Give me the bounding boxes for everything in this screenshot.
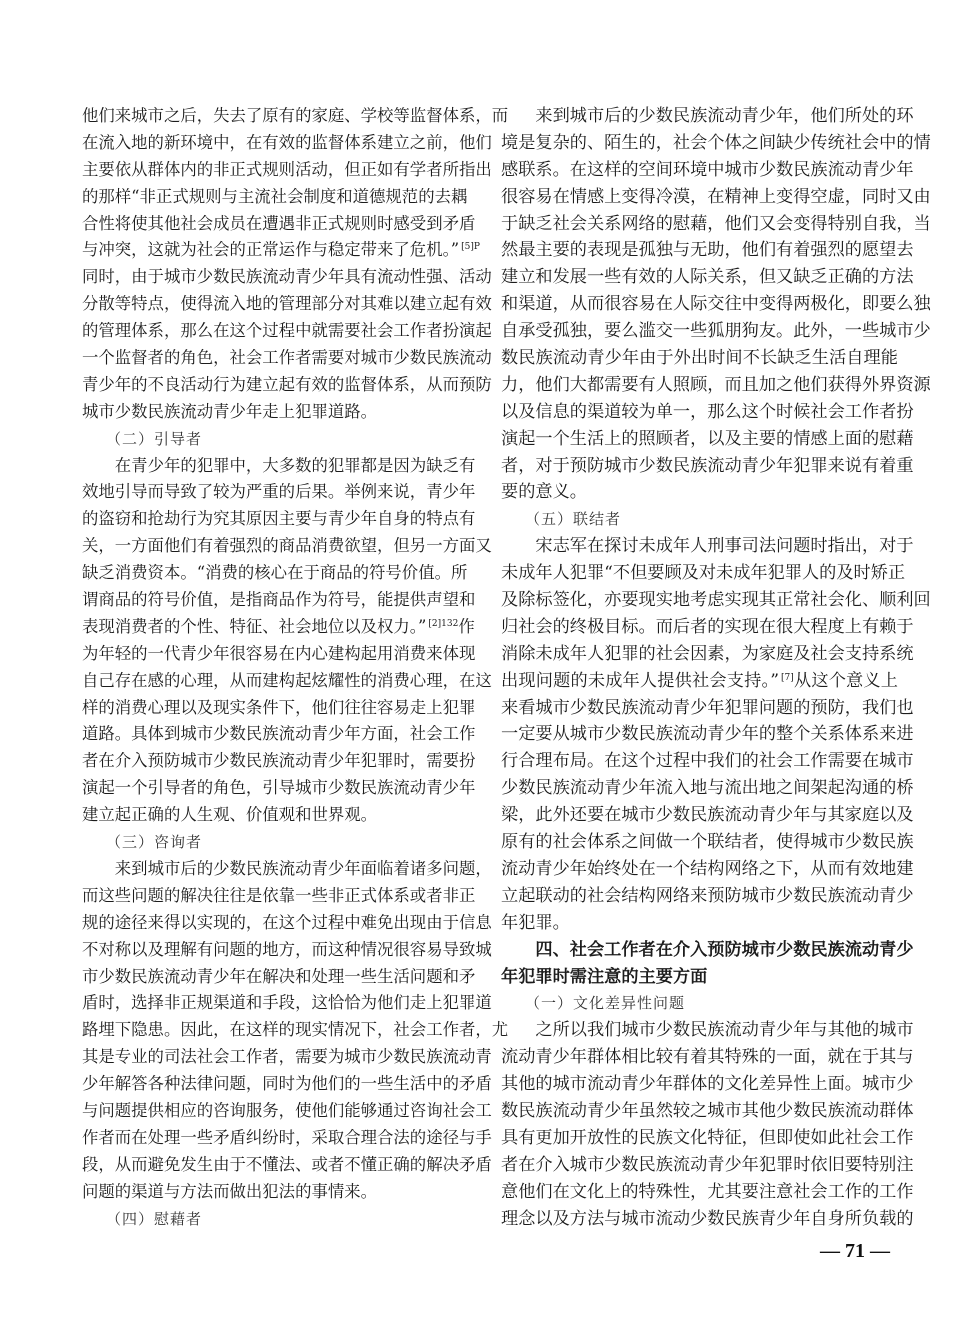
line-text: （五）联结者: [525, 510, 622, 529]
line-text: （二）引导者: [106, 429, 203, 448]
line-text: 规的途径来得以实现的，在这个过程中难免出现由于信息: [82, 912, 492, 932]
text-line: [501, 1179, 914, 1206]
line-text: 效地引导而导致了较为严重的后果。举例来说，青少年: [82, 482, 476, 502]
line-text: 年犯罪时需注意的主要方面: [501, 966, 708, 987]
line-text: 者在介入预防城市少数民族流动青少年犯罪时，需要扮: [82, 751, 476, 771]
text-line: [82, 1017, 509, 1044]
text-line: [501, 748, 914, 775]
line-text: 在流入地的新环境中，在有效的监督体系建立之前，他们: [82, 132, 492, 152]
text-line: [501, 291, 931, 318]
text-line: [501, 668, 898, 695]
line-text: 一个监督者的角色，社会工作者需要对城市少数民族流动: [82, 348, 492, 368]
text-line: [82, 399, 455, 426]
text-line: [501, 695, 914, 722]
line-text: 于缺乏社会关系网络的慰藉，他们又会变得特别自我，当: [501, 213, 931, 234]
line-text: 城市少数民族流动青少年走上犯罪道路。: [82, 401, 378, 421]
line-text: 盾时，选择非正规渠道和手段，这恰恰为他们走上犯罪道: [82, 993, 492, 1013]
line-text: 他们来城市之后，失去了原有的家庭、学校等监督体系，而: [82, 106, 509, 125]
text-line: [82, 1152, 492, 1179]
text-line: [501, 856, 914, 883]
line-text: 自承受孤独，要么滥交一些狐朋狗友。此外，一些城市少: [501, 321, 931, 342]
line-text: 要的意义。: [501, 482, 587, 503]
line-text: 合性将使其他社会成员在遭遇非正式规则时感受到矛盾: [82, 213, 476, 233]
text-line: [82, 775, 476, 802]
line-text: 归社会的终极目标。而后者的实现在很大程度上有赖于: [501, 616, 914, 637]
text-line: [82, 211, 476, 238]
text-line: [501, 1044, 914, 1071]
text-line: [501, 453, 914, 480]
line-text: 分散等特点，使得流入地的管理部分对其难以建立起有效: [82, 294, 492, 314]
section-heading-line: [501, 964, 898, 991]
section-heading-line: [501, 506, 898, 533]
line-text: 数民族流动青少年由于外出时间不长缺乏生活自理能: [501, 348, 898, 369]
text-line: [501, 1125, 914, 1152]
line-text: 很容易在情感上变得冷漠，在精神上变得空虚，同时又由: [501, 186, 931, 207]
text-line: [501, 1206, 914, 1233]
text-line: [82, 560, 468, 587]
line-text: 以及信息的渠道较为单一，那么这个时候社会工作者扮: [501, 401, 914, 422]
text-line: [501, 560, 906, 587]
text-line: [501, 641, 914, 668]
line-text: （一）文化差异性问题: [525, 994, 686, 1013]
citation-marker: [5]P: [461, 242, 480, 253]
text-line: [82, 506, 476, 533]
line-text: 市少数民族流动青少年在解决和处理一些生活问题和矛: [82, 966, 476, 986]
text-line: [82, 883, 476, 910]
line-text: 问题的渠道与方法而做出犯法的事情来。: [82, 1181, 378, 1201]
text-line: [82, 1125, 492, 1152]
line-text: 来到城市后的少数民族流动青少年面临着诸多问题，: [114, 858, 492, 878]
section-heading-line: [82, 426, 455, 453]
text-line: [501, 318, 931, 345]
line-text: 路埋下隐患。因此，在这样的现实情况下，社会工作者，尤: [82, 1020, 509, 1040]
text-line: [82, 748, 476, 775]
text-line: [82, 479, 476, 506]
line-text: 力，他们大都需要有人照顾，而且加之他们获得外界资源: [501, 374, 931, 395]
text-line: [82, 345, 492, 372]
line-text: 自己存在感的心理，从而建构起炫耀性的消费心理，在这: [82, 670, 492, 690]
line-text: 流动青少年始终处在一个结构网络之下，从而有效地建: [501, 858, 914, 879]
line-text: 具有更加开放性的民族文化特征，但即使如此社会工作: [501, 1127, 914, 1148]
line-text: 建立起正确的人生观、价值观和世界观。: [82, 805, 378, 825]
line-text: 为年轻的一代青少年很容易在内心建构起用消费来体现: [82, 643, 476, 663]
left-column: [82, 103, 509, 1232]
line-text: 道路。具体到城市少数民族流动青少年方面，社会工作: [82, 724, 476, 744]
line-text: 消除未成年人犯罪的社会因素，为家庭及社会支持系统: [501, 643, 914, 664]
line-text: 而这些问题的解决往往是依靠一些非正式体系或者非正: [82, 885, 476, 905]
text-line: [501, 103, 914, 130]
line-text: 年犯罪。: [501, 912, 570, 933]
line-text: 主要依从群体内的非正式规则活动，但正如有学者所指出: [82, 159, 492, 179]
text-line: [82, 964, 476, 991]
line-text: 意他们在文化上的特殊性，尤其要注意社会工作的工作: [501, 1181, 914, 1202]
text-line: [501, 775, 914, 802]
line-text: 境是复杂的、陌生的，社会个体之间缺少传统社会中的情: [501, 132, 931, 153]
line-text: 和渠道，从而很容易在人际交往中变得两极化，即要么独: [501, 294, 931, 315]
line-text-tail: 作: [458, 616, 475, 636]
section-heading-line: [501, 990, 898, 1017]
text-line: [501, 829, 914, 856]
line-text: 来看城市少数民族流动青少年犯罪问题的预防，我们也: [501, 697, 914, 718]
line-text: 关，一方面他们有着强烈的商品消费欲望，但另一方面又: [82, 536, 492, 556]
text-line: [82, 1098, 492, 1125]
text-line: [82, 937, 492, 964]
line-text: 演起一个生活上的照顾者，以及主要的情感上面的慰藉: [501, 428, 914, 449]
text-line: [501, 372, 931, 399]
line-text: 行合理布局。在这个过程中我们的社会工作需要在城市: [501, 751, 914, 772]
line-text: 来到城市后的少数民族流动青少年，他们所处的环: [535, 106, 914, 126]
text-line: [82, 641, 476, 668]
text-line: [82, 157, 492, 184]
text-line: [82, 910, 492, 937]
text-line: [82, 614, 475, 641]
text-line: [82, 856, 492, 883]
section-heading-line: [82, 1206, 455, 1233]
line-text: 作者而在处理一些矛盾纠纷时，采取合理合法的途径与手: [82, 1127, 492, 1147]
line-text: 原有的社会体系之间做一个联结者，使得城市少数民族: [501, 832, 914, 853]
text-line: [501, 157, 914, 184]
text-line: [501, 211, 931, 238]
text-line: [82, 587, 476, 614]
text-line: [501, 802, 914, 829]
line-text: 的盗窃和抢劫行为究其原因主要与青少年自身的特点有: [82, 509, 476, 529]
line-text: 少年解答各种法律问题，同时为他们的一些生活中的矛盾: [82, 1074, 492, 1094]
line-text: 感联系。在这样的空间环境中城市少数民族流动青少年: [501, 159, 914, 180]
line-text: 少数民族流动青少年流入地与流出地之间架起沟通的桥: [501, 778, 914, 799]
text-line: [501, 345, 898, 372]
text-line: [82, 533, 492, 560]
text-line: [82, 802, 455, 829]
line-text: 在青少年的犯罪中，大多数的犯罪都是因为缺乏有: [114, 455, 476, 475]
text-line: [82, 1179, 455, 1206]
line-text: 缺乏消费资本。“消费的核心在于商品的符号价值。所: [82, 563, 468, 583]
text-line: [82, 130, 492, 157]
text-line: [501, 910, 898, 937]
text-line: [501, 533, 914, 560]
line-text: 流动青少年群体相比较有着其特殊的一面，就在于其与: [501, 1047, 914, 1068]
line-text: 建立和发展一些有效的人际关系，但又缺乏正确的方法: [501, 267, 914, 288]
line-text: 与问题提供相应的咨询服务，使他们能够通过咨询社会工: [82, 1100, 492, 1120]
line-text: 段，从而避免发生由于不懂法、或者不懂正确的解决矛盾: [82, 1154, 492, 1174]
line-text: 者在介入城市少数民族流动青少年犯罪时依旧要特别注: [501, 1154, 914, 1175]
line-text: （三）咨询者: [106, 833, 203, 852]
section-heading-line: [82, 829, 455, 856]
text-line: [501, 1071, 914, 1098]
line-text: 同时，由于城市少数民族流动青少年具有流动性强、活动: [82, 267, 492, 287]
text-line: [82, 453, 476, 480]
text-line: [82, 372, 492, 399]
line-text: 一定要从城市少数民族流动青少年的整个关系体系来进: [501, 724, 914, 745]
line-text: 的那样“非正式规则与主流社会制度和道德规范的去耦: [82, 186, 468, 206]
text-line: [82, 1044, 492, 1071]
text-line: [501, 399, 914, 426]
text-line: [82, 184, 468, 211]
line-text: 演起一个引导者的角色，引导城市少数民族流动青少年: [82, 778, 476, 798]
line-text: 不对称以及理解有问题的地方，而这种情况很容易导致城: [82, 939, 492, 959]
line-text: 然最主要的表现是孤独与无助，他们有着强烈的愿望去: [501, 240, 914, 261]
line-text: 理念以及方法与城市流动少数民族青少年自身所负载的: [501, 1208, 914, 1229]
text-line: [82, 318, 492, 345]
line-text-tail: 从这个意义上: [793, 670, 898, 691]
text-line: [501, 426, 914, 453]
section-heading-line: [501, 937, 914, 964]
line-text: 其他的城市流动青少年群体的文化差异性上面。城市少: [501, 1074, 914, 1095]
text-line: [82, 291, 492, 318]
text-line: [82, 990, 492, 1017]
line-text: 表现消费者的个性、特征、社会地位以及权力。”: [82, 616, 427, 636]
text-line: [501, 184, 931, 211]
line-text: 其是专业的司法社会工作者，需要为城市少数民族流动青: [82, 1047, 492, 1067]
line-text: 数民族流动青少年虽然较之城市其他少数民族流动群体: [501, 1100, 914, 1121]
right-column: [501, 103, 931, 1232]
text-line: [82, 1071, 492, 1098]
text-line: [82, 103, 509, 130]
text-line: [501, 1152, 914, 1179]
line-text: 青少年的不良活动行为建立起有效的监督体系，从而预防: [82, 374, 492, 394]
line-text: 与冲突，这就为社会的正常运作与稳定带来了危机。”: [82, 240, 460, 260]
text-line: [82, 668, 492, 695]
text-line: [501, 479, 898, 506]
line-text: 谓商品的符号价值，是指商品作为符号，能提供声望和: [82, 590, 476, 610]
line-text: 及除标签化，亦要现实地考虑实现其正常社会化、顺利回: [501, 590, 931, 611]
line-text: 的管理体系，那么在这个过程中就需要社会工作者扮演起: [82, 321, 492, 341]
text-line: [501, 1017, 914, 1044]
text-line: [501, 1098, 914, 1125]
line-text: 梁，此外还要在城市少数民族流动青少年与其家庭以及: [501, 805, 914, 826]
line-text: 之所以我们城市少数民族流动青少年与其他的城市: [535, 1020, 914, 1041]
text-line: [501, 264, 914, 291]
text-line: [501, 587, 931, 614]
line-text: （四）慰藉者: [106, 1209, 203, 1228]
text-line: [501, 614, 914, 641]
text-line: [82, 264, 492, 291]
line-text: 出现问题的未成年人提供社会支持。”: [501, 670, 780, 691]
text-line: [501, 237, 914, 264]
citation-marker: [7]: [781, 672, 794, 683]
page-number: — 71 —: [820, 1240, 890, 1262]
line-text: 宋志军在探讨未成年人刑事司法问题时指出，对于: [535, 536, 914, 557]
line-text: 立起联动的社会结构网络来预防城市少数民族流动青少: [501, 885, 914, 906]
text-line: [82, 721, 476, 748]
text-line: [82, 237, 480, 264]
line-text: 四、社会工作者在介入预防城市少数民族流动青少: [535, 939, 914, 960]
line-text: 未成年人犯罪“不但要顾及对未成年犯罪人的及时矫正: [501, 563, 906, 584]
text-line: [82, 695, 476, 722]
text-line: [501, 130, 931, 157]
text-line: [501, 883, 914, 910]
text-line: [501, 721, 914, 748]
citation-marker: [2]132: [428, 618, 459, 629]
line-text: 样的消费心理以及现实条件下，他们往往容易走上犯罪: [82, 697, 476, 717]
line-text: 者，对于预防城市少数民族流动青少年犯罪来说有着重: [501, 455, 914, 476]
